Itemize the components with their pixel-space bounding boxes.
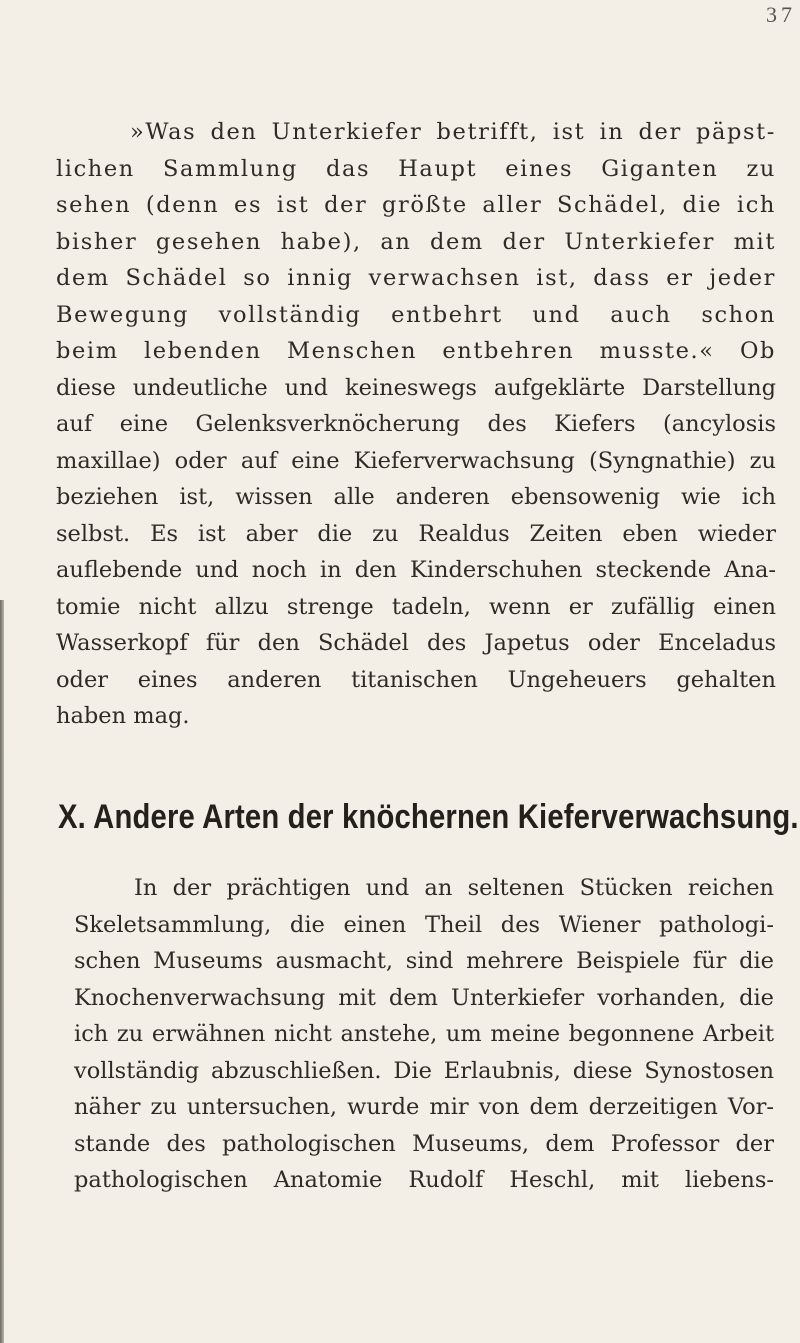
text-line: lichen Sammlung das Haupt eines Giganten zu bbox=[56, 155, 776, 182]
text-line: selbst. Es ist aber die zu Realdus Zeiten eben wieder bbox=[56, 520, 776, 547]
text-line: beziehen ist, wissen alle anderen ebensowenig wie ich bbox=[56, 484, 776, 510]
text-line: näher zu untersuchen, wurde mir von dem derzeitigen Vor- bbox=[74, 1094, 774, 1120]
paragraph-quote bbox=[56, 114, 776, 735]
text-line: Knochenverwachsung mit dem Unterkiefer vorhanden, die bbox=[74, 984, 774, 1011]
text-line: bisher gesehen habe), an dem der Unterkiefer mit bbox=[56, 228, 776, 255]
text-line: schen Museums ausmacht, sind mehrere Beispiele für die bbox=[74, 948, 774, 974]
text-line: auflebende und noch in den Kinderschuhen steckende Ana- bbox=[56, 557, 776, 583]
text-line: »Was den Unterkiefer betrifft, ist in der päpst- bbox=[130, 119, 776, 145]
text-line: pathologischen Anatomie Rudolf Heschl, mit liebens- bbox=[74, 1167, 774, 1193]
text-line: Skeletsammlung, die einen Theil des Wiener pathologi- bbox=[74, 911, 774, 938]
text-line: ich zu erwähnen nicht anstehe, um meine begonnene Arbeit bbox=[74, 1021, 774, 1047]
text-line: tomie nicht allzu strenge tadeln, wenn er zufällig einen bbox=[56, 593, 776, 620]
text-line: haben mag. bbox=[56, 703, 190, 729]
section-heading: X. Andere Arten der knöchernen Kieferverwachsung. bbox=[58, 798, 799, 836]
text-line: stande des pathologischen Museums, dem Professor der bbox=[74, 1130, 774, 1157]
text-line: Wasserkopf für den Schädel des Japetus oder Enceladus bbox=[56, 630, 776, 656]
text-line: auf eine Gelenksverknöcherung des Kiefers (ancylosis bbox=[56, 411, 776, 437]
text-line: In der prächtigen und an seltenen Stücken reichen bbox=[134, 875, 774, 901]
text-line: beim lebenden Menschen entbehren musste.« Ob bbox=[56, 338, 776, 364]
text-line: vollständig abzuschließen. Die Erlaubnis, diese Synostosen bbox=[74, 1057, 774, 1084]
text-line: maxillae) oder auf eine Kieferverwachsung (Syngnathie) zu bbox=[56, 447, 776, 474]
text-line: Bewegung vollständig entbehrt und auch schon bbox=[56, 301, 776, 328]
page-edge-shadow bbox=[0, 600, 4, 1343]
text-line: sehen (denn es ist der größte aller Schädel, die ich bbox=[56, 192, 776, 218]
page-number: 37 bbox=[766, 2, 796, 27]
paragraph-body bbox=[74, 870, 774, 1199]
text-line: dem Schädel so innig verwachsen ist, dass er jeder bbox=[56, 265, 776, 291]
text-line: oder eines anderen titanischen Ungeheuers gehalten bbox=[56, 666, 776, 693]
text-line: diese undeutliche und keineswegs aufgeklärte Darstellung bbox=[56, 374, 776, 401]
